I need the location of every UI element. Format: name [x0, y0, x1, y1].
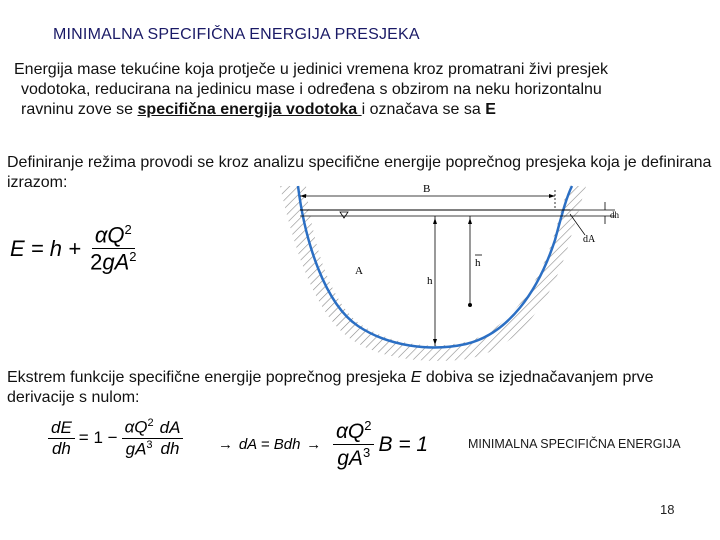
definition-paragraph	[14, 60, 714, 120]
extremum-text-pre: Ekstrem funkcije specifične energije poprečnog presjeka	[7, 369, 411, 386]
ground-hatch	[280, 186, 586, 361]
eq2-gA: gA	[125, 439, 147, 459]
page-title: MINIMALNA SPECIFIČNA ENERGIJA PRESJEKA	[53, 26, 420, 43]
eq3-middle: dA = Bdh	[238, 436, 301, 453]
label-da: dA	[583, 234, 596, 245]
eq2-gA-exp: 3	[146, 438, 153, 451]
eq3-aQ: αQ	[335, 420, 365, 443]
eq2-dA: dA	[157, 418, 184, 439]
eq2-de-dh	[48, 418, 75, 459]
definition-line-3-post: i označava se sa	[361, 101, 486, 118]
eq1-alpha: α	[94, 222, 108, 248]
specific-energy-equation	[10, 222, 139, 276]
eq1-fraction	[87, 222, 139, 276]
eq1-num-exp: 2	[124, 222, 132, 237]
eq2-one-minus: = 1 −	[78, 428, 118, 448]
b-arrow-right	[549, 194, 555, 198]
h-arrow-bottom	[433, 339, 437, 345]
eq3-fraction	[333, 418, 375, 471]
eq2-dh: dh	[51, 438, 71, 458]
eq1-lhs: E = h +	[10, 235, 81, 261]
label-b: B	[423, 183, 431, 195]
eq3-arrow-1: →	[218, 436, 233, 453]
minimum-condition-equation	[218, 418, 428, 471]
eq3-arrow-2: →	[306, 436, 322, 453]
derivative-equation	[48, 417, 183, 459]
eq2-aQ-exp: 2	[147, 417, 154, 429]
eq3-tail: B = 1	[378, 432, 429, 456]
extremum-symbol: E	[410, 369, 422, 386]
channel-cross-section-diagram	[270, 180, 630, 375]
hbar-arrow-top	[468, 218, 472, 224]
minimum-energy-label: MINIMALNA SPECIFIČNA ENERGIJA	[468, 437, 681, 451]
eq2-aQ: αQ	[124, 417, 148, 437]
definition-line-3-pre: ravninu zove se	[21, 101, 138, 118]
eq1-den-exp: 2	[129, 249, 137, 265]
regime-paragraph: Definiranje režima provodi se kroz analizu specifične energije poprečnog presjeka koja je definirana izrazom:	[7, 154, 712, 191]
page-number: 18	[660, 502, 675, 517]
eq1-den-coef: 2	[90, 249, 103, 275]
extremum-paragraph	[7, 368, 717, 408]
eq3-aQ-exp: 2	[364, 418, 372, 433]
free-surface-marker-icon	[340, 212, 348, 218]
definition-line-2: vodotoka, reducirana na jedinicu mase i određena s obzirom na neku horizontalnu	[21, 81, 602, 98]
specific-energy-term: specifična energija vodotoka	[137, 101, 362, 118]
eq2-dE: dE	[48, 418, 75, 439]
extremum-text-post: dobiva se izjednačavanjem prve derivacije s nulom:	[7, 369, 654, 406]
h-arrow-top	[433, 218, 437, 224]
channel-svg	[270, 180, 630, 370]
eq3-gA-exp: 3	[362, 445, 371, 460]
eq2-aq-ga	[122, 417, 157, 459]
eq1-gA: gA	[102, 249, 130, 275]
eq2-dh2: dh	[160, 438, 180, 458]
definition-line-1: Energija mase tekućine koja protječe u jedinici vremena kroz promatrani živi presjek	[14, 61, 609, 78]
energy-symbol: E	[485, 101, 496, 118]
label-h: h	[427, 275, 433, 287]
eq3-gA: gA	[337, 447, 363, 470]
label-dh: dh	[610, 210, 619, 220]
eq2-da-dh	[157, 418, 184, 459]
label-area: A	[355, 265, 363, 277]
label-hbar: h	[475, 257, 481, 269]
definition-line-3	[14, 100, 714, 120]
eq1-Q: Q	[107, 222, 125, 248]
centroid-point	[468, 303, 472, 307]
